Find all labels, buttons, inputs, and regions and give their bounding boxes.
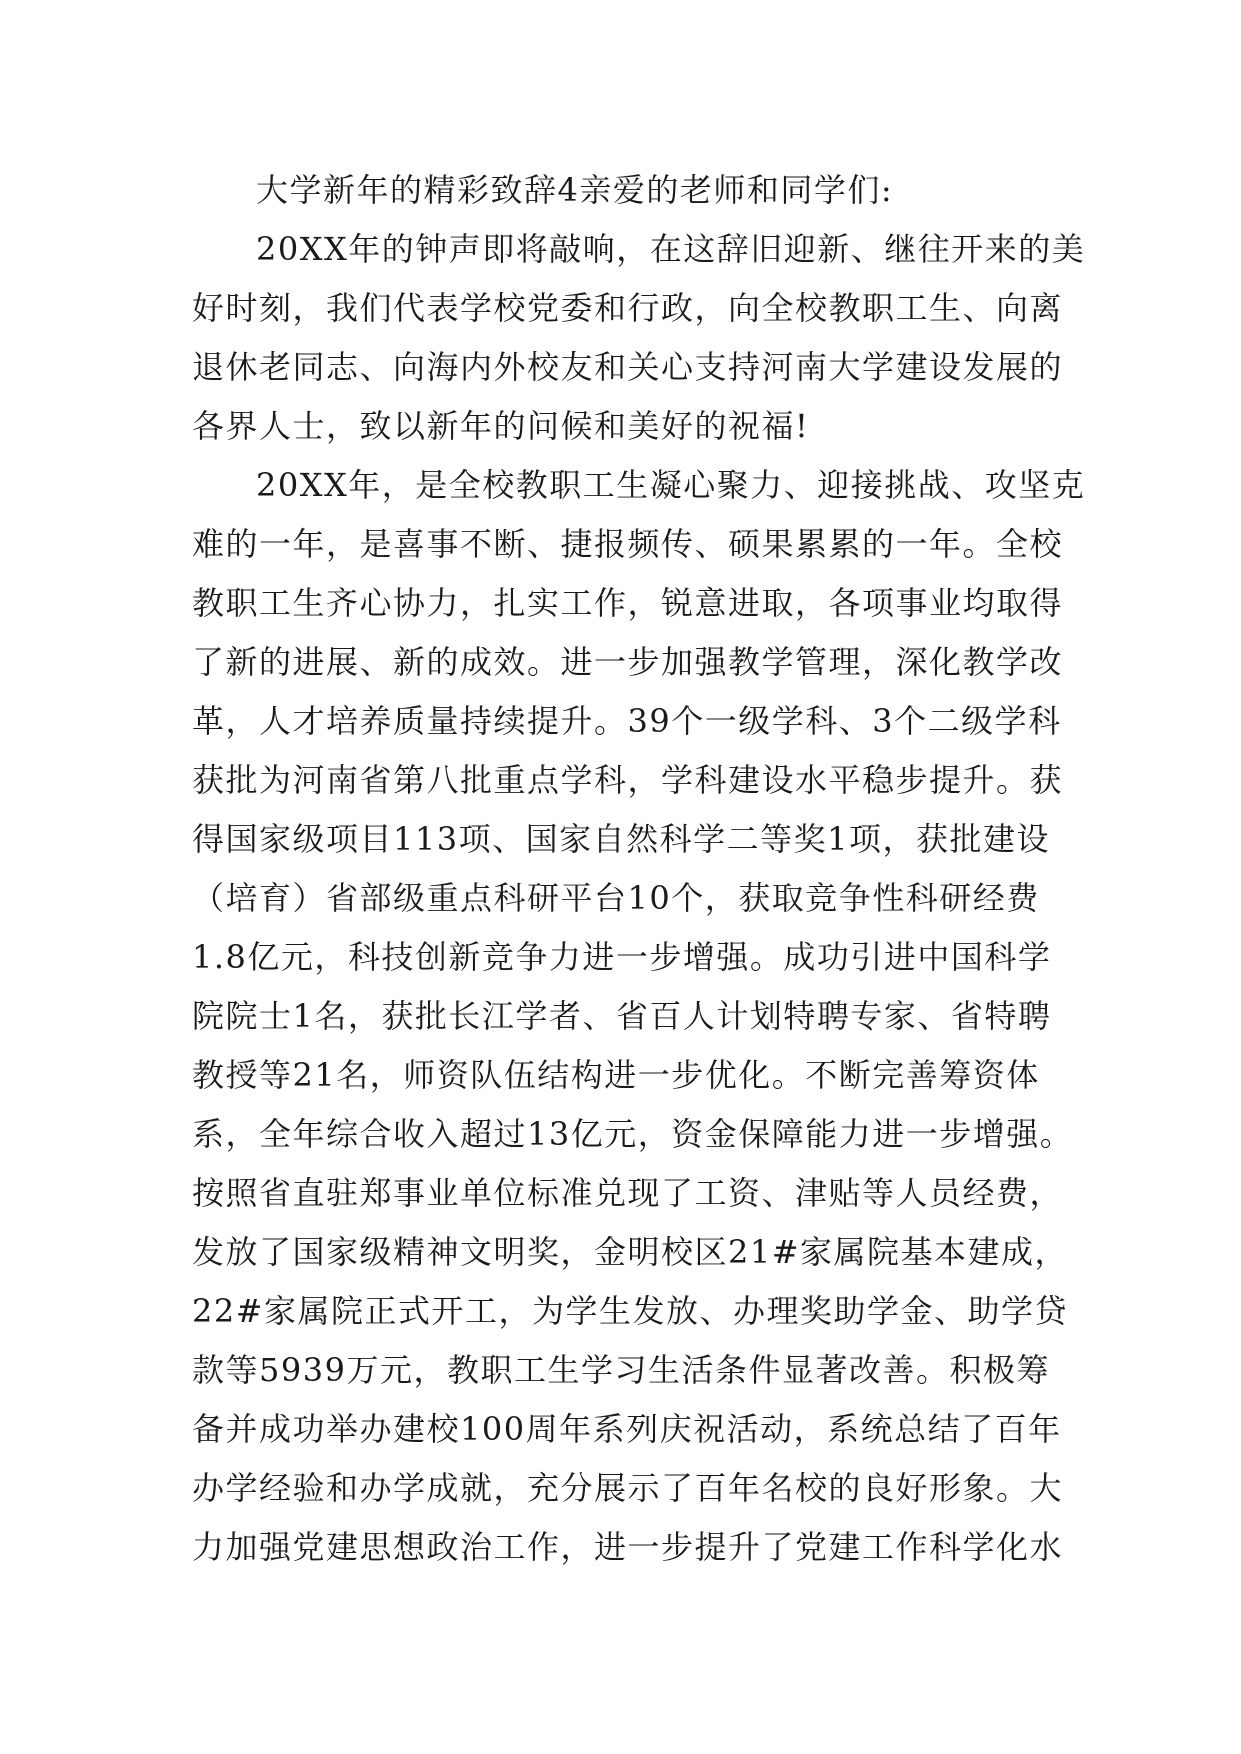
text-line: 系，全年综合收入超过13亿元，资金保障能力进一步增强。 [192, 1115, 1074, 1153]
text-line: 难的一年，是喜事不断、捷报频传、硕果累累的一年。全校 [192, 525, 1064, 563]
text-line: 革，人才培养质量持续提升。39个一级学科、3个二级学科 [192, 702, 1062, 740]
text-line: 教授等21名，师资队伍结构进一步优化。不断完善筹资体 [192, 1056, 1040, 1094]
text-line: （培育）省部级重点科研平台10个，获取竞争性科研经费 [192, 879, 1040, 917]
text-line: 1.8亿元，科技创新竞争力进一步增强。成功引进中国科学 [192, 938, 1052, 976]
text-line: 款等5939万元，教职工生学习生活条件显著改善。积极筹 [192, 1351, 1050, 1389]
text-line: 大学新年的精彩致辞4亲爱的老师和同学们: [256, 171, 894, 209]
text-line: 了新的进展、新的成效。进一步加强教学管理，深化教学改 [192, 643, 1064, 681]
text-line: 20XX年，是全校教职工生凝心聚力、迎接挑战、攻坚克 [256, 466, 1086, 504]
text-line: 发放了国家级精神文明奖，金明校区21#家属院基本建成， [192, 1233, 1069, 1271]
document-body [192, 161, 1086, 1577]
text-line: 22#家属院正式开工，为学生发放、办理奖助学金、助学贷 [192, 1292, 1069, 1330]
text-line: 备并成功举办建校100周年系列庆祝活动，系统总结了百年 [192, 1410, 1062, 1448]
text-line: 按照省直驻郑事业单位标准兑现了工资、津贴等人员经费， [192, 1174, 1064, 1212]
text-line: 退休老同志、向海内外校友和关心支持河南大学建设发展的 [192, 348, 1064, 386]
text-line: 得国家级项目113项、国家自然科学二等奖1项，获批建设 [192, 820, 1050, 858]
text-line: 20XX年的钟声即将敲响，在这辞旧迎新、继往开来的美 [256, 230, 1086, 268]
text-line: 教职工生齐心协力，扎实工作，锐意进取，各项事业均取得 [192, 584, 1064, 622]
text-line: 获批为河南省第八批重点学科，学科建设水平稳步提升。获 [192, 761, 1064, 799]
text-line: 好时刻，我们代表学校党委和行政，向全校教职工生、向离 [192, 289, 1064, 327]
text-line: 办学经验和办学成就，充分展示了百年名校的良好形象。大 [192, 1469, 1064, 1507]
text-line: 各界人士，致以新年的问候和美好的祝福! [192, 407, 810, 445]
text-line: 院院士1名，获批长江学者、省百人计划特聘专家、省特聘 [192, 997, 1052, 1035]
text-line: 力加强党建思想政治工作，进一步提升了党建工作科学化水 [192, 1528, 1064, 1566]
